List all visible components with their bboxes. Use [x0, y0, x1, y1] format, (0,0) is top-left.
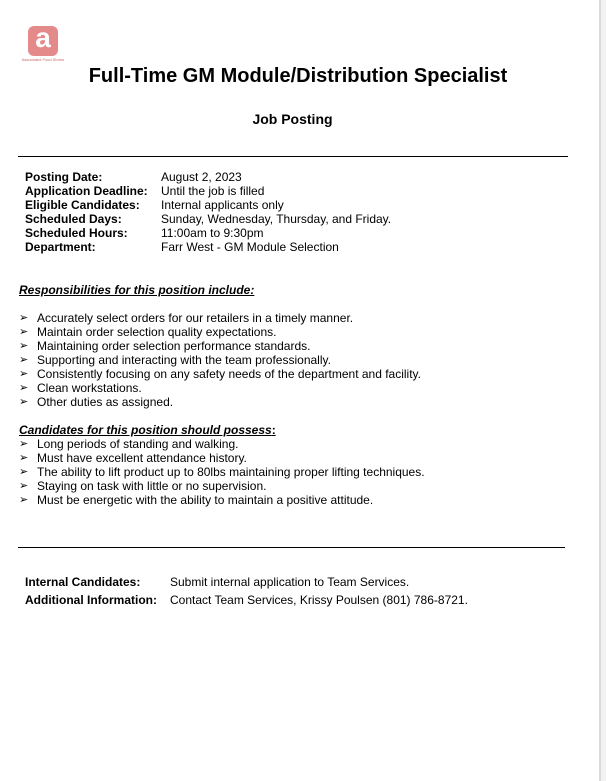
arrow-bullet-icon: ➢	[19, 368, 29, 380]
list-item-text: Other duties as assigned.	[37, 395, 174, 409]
list-item	[19, 451, 425, 465]
detail-value: 11:00am to 9:30pm	[161, 226, 264, 240]
detail-value: Sunday, Wednesday, Thursday, and Friday.	[161, 212, 392, 226]
list-item-text: Maintaining order selection performance standards.	[37, 339, 311, 353]
list-item	[19, 437, 425, 451]
list-item	[19, 479, 425, 493]
page-subtitle: Job Posting	[252, 111, 333, 127]
list-item	[19, 353, 421, 367]
detail-row-scheduled-days	[25, 212, 391, 226]
arrow-bullet-icon: ➢	[19, 312, 29, 324]
arrow-bullet-icon: ➢	[19, 396, 29, 408]
detail-label: Scheduled Hours:	[25, 226, 128, 240]
bottom-divider	[18, 547, 565, 548]
detail-value: Internal applicants only	[161, 198, 284, 212]
list-item	[19, 395, 421, 409]
list-item-text: Accurately select orders for our retailers in a timely manner.	[37, 311, 354, 325]
list-item-text: Maintain order selection quality expectations.	[37, 325, 277, 339]
arrow-bullet-icon: ➢	[19, 326, 29, 338]
list-item-text: The ability to lift product up to 80lbs maintaining proper lifting techniques.	[37, 465, 425, 479]
candidates-heading-text: Candidates for this position should possess	[19, 423, 272, 437]
detail-label: Posting Date:	[25, 170, 103, 184]
list-item-text: Consistently focusing on any safety needs of the department and facility.	[37, 367, 421, 381]
logo-letter: a	[35, 22, 51, 53]
list-item	[19, 493, 425, 507]
candidates-list	[19, 437, 425, 507]
list-item-text: Must have excellent attendance history.	[37, 451, 247, 465]
arrow-bullet-icon: ➢	[19, 354, 29, 366]
arrow-bullet-icon: ➢	[19, 452, 29, 464]
company-logo	[21, 22, 74, 66]
candidates-heading-colon: :	[271, 423, 276, 437]
arrow-bullet-icon: ➢	[19, 340, 29, 352]
list-item	[19, 367, 421, 381]
detail-row-department	[25, 240, 391, 254]
detail-value: Farr West - GM Module Selection	[161, 240, 339, 254]
detail-value: Until the job is filled	[161, 184, 265, 198]
list-item-text: Staying on task with little or no supervision.	[37, 479, 267, 493]
responsibilities-heading: Responsibilities for this position include:	[19, 283, 255, 297]
list-item	[19, 311, 421, 325]
list-item	[19, 381, 421, 395]
detail-row-scheduled-hours	[25, 226, 391, 240]
arrow-bullet-icon: ➢	[19, 494, 29, 506]
arrow-bullet-icon: ➢	[19, 480, 29, 492]
detail-label: Scheduled Days:	[25, 212, 122, 226]
detail-row-posting-date	[25, 170, 391, 184]
contact-info	[25, 573, 468, 609]
page-title: Full-Time GM Module/Distribution Specialist	[88, 65, 508, 87]
list-item	[19, 339, 421, 353]
arrow-bullet-icon: ➢	[19, 466, 29, 478]
footer-row-additional-information	[25, 591, 468, 609]
candidates-heading	[19, 423, 276, 437]
footer-label: Internal Candidates:	[25, 575, 141, 589]
list-item-text: Long periods of standing and walking.	[37, 437, 239, 451]
list-item-text: Clean workstations.	[37, 381, 142, 395]
detail-label: Department:	[25, 240, 96, 254]
detail-label: Application Deadline:	[25, 184, 148, 198]
page-margin	[601, 0, 606, 781]
arrow-bullet-icon: ➢	[19, 438, 29, 450]
detail-value: August 2, 2023	[161, 170, 242, 184]
list-item	[19, 325, 421, 339]
detail-row-eligible-candidates	[25, 198, 391, 212]
responsibilities-list	[19, 311, 421, 409]
arrow-bullet-icon: ➢	[19, 382, 29, 394]
list-item-text: Supporting and interacting with the team professionally.	[37, 353, 331, 367]
footer-label: Additional Information:	[25, 593, 157, 607]
logo-text: Associated Food Stores	[21, 57, 65, 62]
footer-value: Submit internal application to Team Services.	[170, 575, 410, 589]
top-divider	[18, 156, 568, 157]
detail-label: Eligible Candidates:	[25, 198, 140, 212]
footer-value: Contact Team Services, Krissy Poulsen (801) 786-8721.	[170, 593, 468, 607]
posting-details	[25, 170, 391, 254]
detail-row-application-deadline	[25, 184, 391, 198]
list-item	[19, 465, 425, 479]
list-item-text: Must be energetic with the ability to maintain a positive attitude.	[37, 493, 374, 507]
footer-row-internal-candidates	[25, 573, 468, 591]
